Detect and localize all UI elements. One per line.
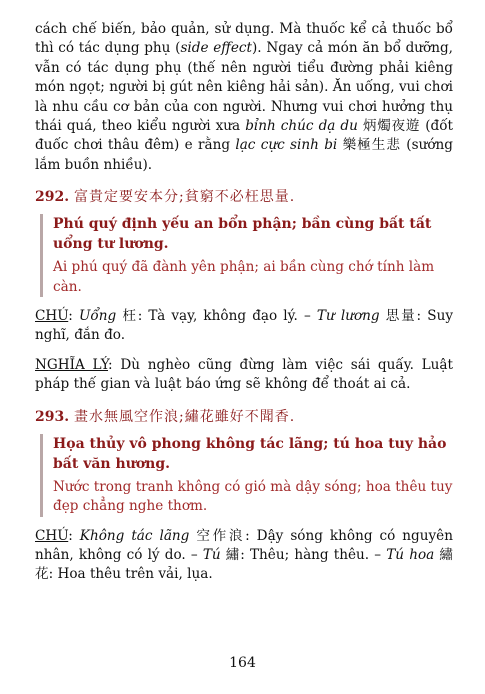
entry-translation: Nước trong tranh không có gió mà dậy sóng; hoa thêu tuy đẹp chẳng nghe thơm.: [53, 478, 453, 515]
intro-term-lac-cuc: lạc cực sinh bi: [235, 137, 338, 154]
page-number: 164: [229, 655, 256, 671]
entry-translation: Ai phú quý đã đành yên phận; ai bần cùng chớ tính làm càn.: [53, 259, 435, 295]
entry-reading: Họa thủy vô phong không tác lãng; tú hoa tuy hảo bất văn hương.: [53, 435, 447, 472]
chu-text: : Dậy sóng không có nguyên nhân, không có lý do. –: [35, 527, 453, 563]
chu-term: Tú: [202, 546, 221, 563]
intro-paragraph: [35, 20, 453, 175]
entry-292-title: [35, 187, 453, 207]
chu-text: : Thêu; hàng thêu. –: [240, 546, 387, 563]
chu-label: CHÚ: [35, 527, 69, 544]
entry-293-quote: [40, 434, 453, 517]
chu-han: 繡: [220, 546, 241, 563]
nghia-ly-text: : Dù nghèo cũng đừng làm việc sái quấy. Luật pháp thế gian và luật báo ứng sẽ không để thoát ai cả.: [35, 356, 454, 393]
chu-han: 繡花: [35, 546, 454, 583]
intro-term-side-effect: side effect: [180, 40, 252, 57]
nghia-ly-label: NGHĨA LÝ: [35, 356, 109, 373]
entry-293-chu: [35, 527, 453, 585]
entry-293-title: [35, 407, 453, 427]
intro-text: cách chế biến, bảo quản, sử dụng. Mà thuốc kể cả thuốc bổ thì có tác dụng phụ (: [35, 21, 453, 57]
chu-term: Không tác lãng: [79, 527, 190, 544]
intro-text: (sướng lắm buồn nhiều).: [35, 137, 453, 173]
chu-term: Tú hoa: [386, 546, 435, 563]
chu-term: Tư lương: [316, 308, 380, 325]
chu-han: 思量: [379, 308, 417, 325]
chu-label: CHÚ: [35, 308, 69, 325]
chu-term: Uổng: [78, 308, 117, 325]
page-content: [35, 20, 453, 585]
intro-term-binh-chuc: bỉnh chúc dạ du: [245, 118, 358, 135]
chu-text: : Suy nghĩ, đắn đo.: [35, 308, 454, 344]
entry-han-text: 富貴定要安本分;貧窮不必枉思量.: [73, 189, 296, 206]
entry-number: 292.: [35, 189, 70, 206]
chu-text: : Tà vạy, không đạo lý. –: [137, 308, 317, 325]
chu-text: :: [68, 527, 80, 544]
intro-han-binh-chuc: 炳燭夜遊: [357, 118, 426, 135]
intro-han-lac-cuc: 樂極生悲: [337, 137, 407, 154]
entry-reading: Phú quý định yếu an bổn phận; bần cùng bất tất uổng tư lương.: [53, 216, 432, 253]
entry-number: 293.: [35, 408, 70, 425]
entry-292-quote: [40, 214, 453, 297]
intro-text: (đốt đuốc chơi thâu đêm) e rằng: [35, 118, 453, 154]
chu-han: 枉: [116, 308, 138, 325]
chu-text: :: [68, 308, 79, 325]
entry-292-chu: [35, 307, 453, 346]
chu-text: : Hoa thêu trên vải, lụa.: [48, 566, 213, 583]
chu-han: 空作浪: [189, 527, 246, 544]
intro-text: ). Ngay cả món ăn bổ dưỡng, vẫn có tác dụng phụ (thế nên người tiểu đường phải kiêng món ngọt; người bị gút nên kiêng hải sản). Ăn uống, vui chơi là nhu cầu cơ bản của con người. Nhưng vui chơi hưởng thụ thái quá, theo kiểu người xưa: [35, 40, 453, 135]
entry-han-text: 畫水無風空作浪;繡花雖好不聞香.: [73, 408, 296, 425]
entry-292-nghia-ly: [35, 356, 453, 395]
